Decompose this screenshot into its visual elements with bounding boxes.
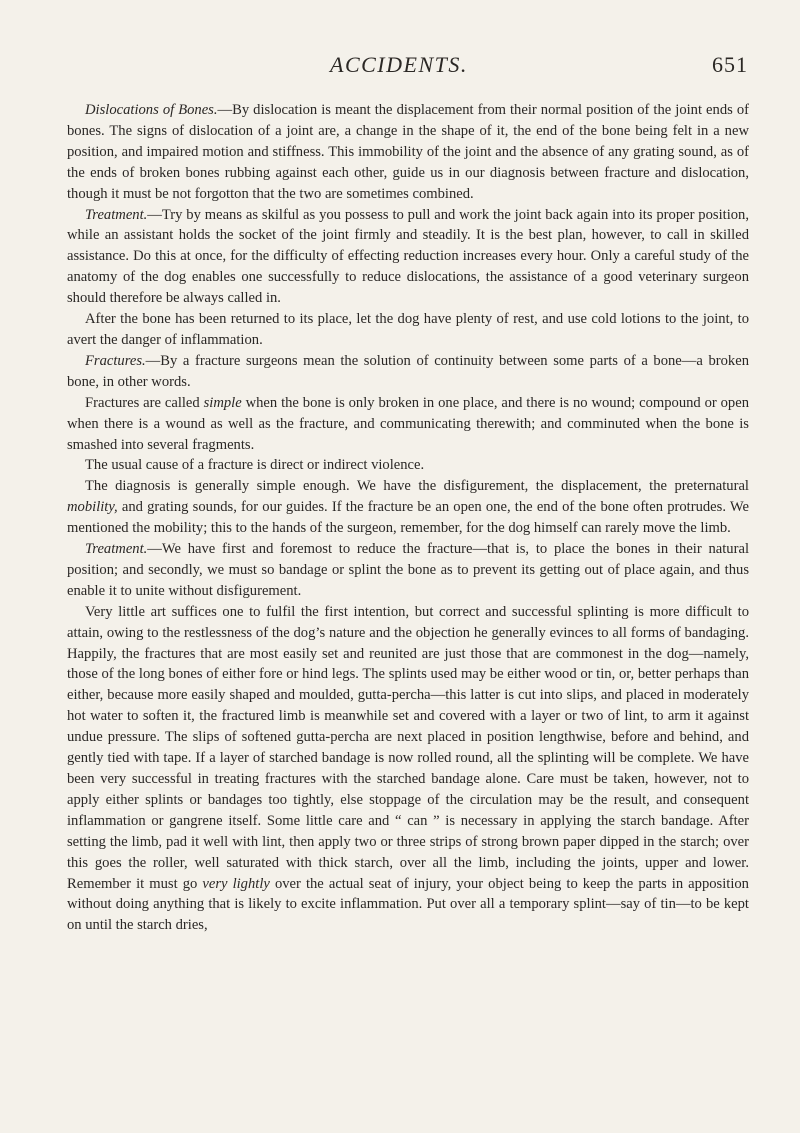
italic-text: Treatment.: [85, 206, 148, 223]
paragraph-text: —Try by means as skilful as you possess to pull and work the joint back again into its proper position, while an assistant holds the socket of the joint firmly and steadily. It is the best plan, however, to call in skilled assistance. Do this at once, for the difficulty of effecting reduction increases every hour. Only a careful study of the anatomy of the dog enables one successfully to reduce dislocations, the assistance of a good veterinary surgeon should therefore be always called in.: [67, 206, 749, 307]
paragraph: [67, 205, 749, 310]
paragraph-text: —We have first and foremost to reduce the fracture—that is, to place the bones in their natural position; and secondly, we must so bandage or splint the bone as to prevent its getting out of place again, and thus enable it to unite without disfigurement.: [67, 541, 749, 599]
paragraph: [67, 476, 749, 539]
running-head: [0, 52, 800, 88]
paragraph: [67, 351, 749, 393]
italic-text: Treatment.: [85, 541, 148, 558]
paragraph-text: and grating sounds, for our guides. If the fracture be an open one, the end of the bone often protrudes. We mentioned the mobility; this to the hands of the surgeon, remember, for the dog himself can rarely move the limb.: [67, 499, 749, 537]
italic-text: Dislocations of Bones.: [85, 102, 218, 118]
italic-text: very lightly: [202, 875, 270, 892]
paragraph: [67, 100, 749, 205]
paragraph-text: The diagnosis is generally simple enough. We have the disfigurement, the displacement, the preternatural: [85, 478, 749, 495]
paragraph-text: After the bone has been returned to its place, let the dog have plenty of rest, and use cold lotions to the joint, to avert the danger of inflammation.: [67, 311, 749, 348]
italic-text: Fractures.: [85, 352, 146, 369]
paragraph: [67, 393, 749, 456]
paragraph-text: Very little art suffices one to fulfil the first intention, but correct and successful splinting is more difficult to attain, owing to the restlessness of the dog’s nature and the objection he generally evinces to all forms of bandaging. Happily, the fractures that are most easily set and reunited are just those that are commonest in the dog—namely, those of the long bones of either fore or hind legs. The splints used may be either wood or tin, or, better perhaps than either, because more easily shaped and moulded, gutta-percha—this latter is cut into slips, and placed in moderately hot water to soften it, the fractured limb is meanwhile set and covered with a layer or two of lint, to arm it against undue pressure. The slips of softened gutta-percha are next placed in position lengthwise, before and behind, and gently tied with tape. If a layer of starched bandage is now rolled round, all the splinting will be complete. We have been very successful in treating fractures with the starched bandage alone. Care must be taken, however, not to apply either splints or bandages too tightly, else stoppage of the circulation may be the result, and consequent inflammation or gangrene itself. Some little care and “ can ” is necessary in applying the starch bandage. After setting the limb, pad it well with lint, then apply two or three strips of strong brown paper dipped in the starch; over this goes the roller, well saturated with thick starch, over all the limb, including the joints, upper and lower. Remember it must go: [67, 603, 749, 892]
paragraph: [67, 539, 749, 602]
paragraph-text: Fractures are called: [85, 394, 204, 411]
paragraph: [67, 602, 749, 937]
body-text: [67, 100, 749, 936]
italic-text: simple: [203, 394, 242, 411]
paragraph-text: —By dislocation is meant the displacement from their normal position of the joint ends of bones. The signs of dislocation of a joint are, a change in the shape of it, the end of the bone being felt in a new position, and impaired motion and stiffness. This immobility of the joint and the absence of any grating sound, as of the ends of broken bones rubbing against each other, guide us in our diagnosis between fracture and dislocation, though it must be not forgotton that the two are sometimes combined.: [67, 102, 749, 202]
running-title: ACCIDENTS.: [330, 52, 468, 77]
paragraph-text: when the bone is only broken in one place, and there is no wound; compound or open when there is a wound as well as the fracture, and communicating therewith; and comminuted when the bone is smashed into several fragments.: [67, 394, 749, 453]
paragraph-text: over the actual seat of injury, your object being to keep the parts in apposition without doing anything that is likely to excite inflammation. Put over all a temporary splint—say of tin—to be kept on until the starch dries,: [67, 875, 749, 934]
italic-text: mobility,: [67, 499, 118, 516]
page-number: 651: [712, 52, 748, 77]
paragraph: [67, 455, 749, 476]
paragraph-text: —By a fracture surgeons mean the solution of continuity between some parts of a bone—a broken bone, in other words.: [67, 352, 749, 390]
paragraph: [67, 309, 749, 351]
paragraph-text: The usual cause of a fracture is direct or indirect violence.: [85, 457, 425, 474]
